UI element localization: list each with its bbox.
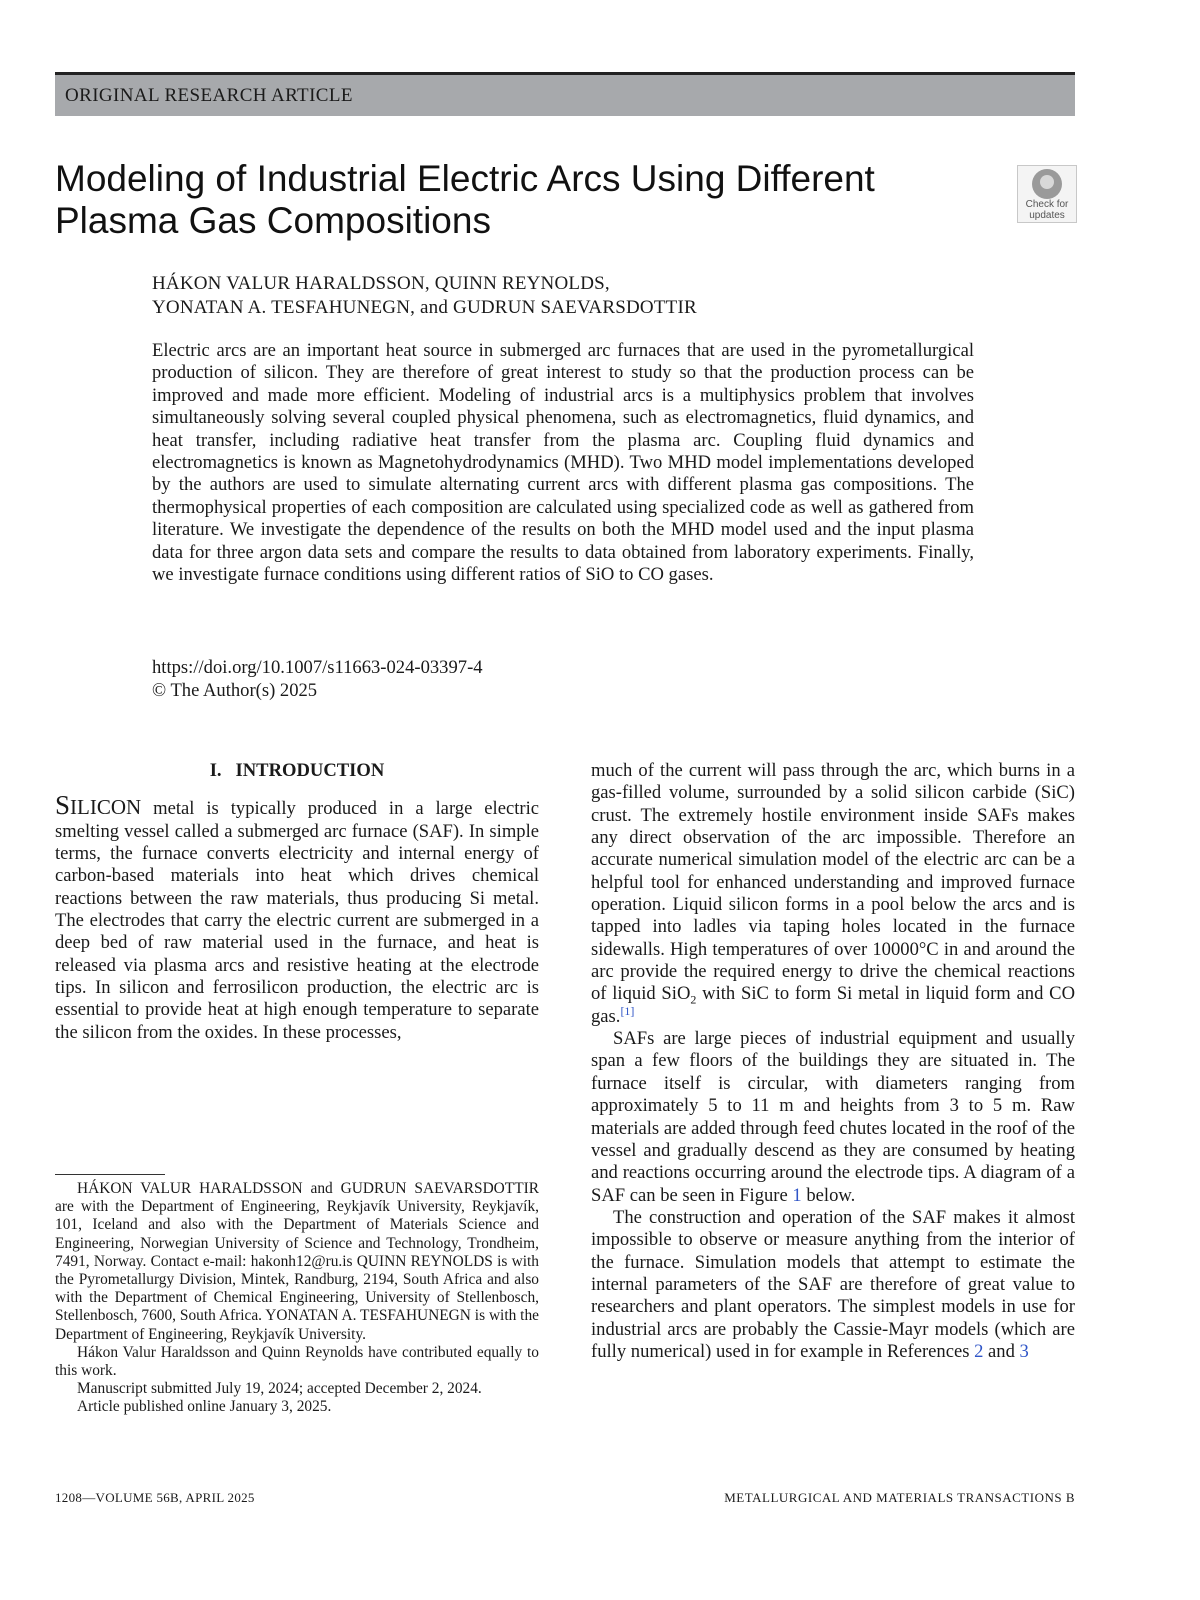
small-caps-word: ILICON	[70, 795, 142, 820]
citation-link-1[interactable]: [1]	[620, 1003, 635, 1018]
subscript: 2	[690, 993, 697, 1008]
paragraph-text: SAFs are large pieces of industrial equipment and usually span a few floors of the buildings they are situated in. The furnace itself is circular, with diameters ranging from approximately 5 to 11 m and heights from 3 to 5 m. Raw materials are added through feed chutes located in the roof of the vessel and gradually descend as they are consumed by heating and reactions occurring around the electrode tips. A diagram of a SAF can be seen in Figure	[591, 1028, 1075, 1206]
paragraph-text: The construction and operation of the SAF makes it almost impossible to observe or measure anything from the interior of the furnace. Simulation models that attempt to estimate the internal parameters of the SAF are therefore of great value to researchers and plant operators. The simplest models in use for industrial arcs are probably the Cassie-Mayr models (which are fully numerical) used in for example in References	[591, 1206, 1075, 1362]
left-column	[55, 760, 539, 1044]
page-footer-volume: 1208—VOLUME 56B, APRIL 2025	[55, 1490, 255, 1505]
footnote-contribution: Hákon Valur Haraldsson and Quinn Reynolds have contributed equally to this work.	[55, 1343, 539, 1380]
copyright-notice: © The Author(s) 2025	[152, 680, 318, 701]
intro-paragraph-1-text: metal is typically produced in a large electric smelting vessel called a submerged arc furnace (SAF). In simple terms, the furnace converts electricity and internal energy of carbon-based materials into heat which drives chemical reactions between the raw materials, thus producing Si metal. The electrodes that carry the electric current are submerged in a deep bed of raw material used in the furnace, and heat is released via plasma arcs and resistive heating at the electrode tips. In silicon and ferrosilicon production, the electric arc is essential to provide heat at high enough temperature to separate the silicon from the oxides. In these processes,	[55, 798, 539, 1043]
paragraph-text: below.	[801, 1184, 856, 1206]
citation-link-3[interactable]: 3	[1019, 1340, 1029, 1362]
footnotes	[55, 1180, 539, 1417]
check-for-updates-badge[interactable]	[1017, 165, 1077, 223]
drop-cap: S	[55, 790, 71, 821]
crossmark-icon	[1032, 169, 1062, 199]
footnote-manuscript: Manuscript submitted July 19, 2024; accepted December 2, 2024.	[77, 1380, 482, 1398]
article-title: Modeling of Industrial Electric Arcs Using Different Plasma Gas Compositions	[55, 158, 875, 241]
right-column	[591, 760, 1075, 1363]
intro-paragraph-1	[55, 790, 539, 1044]
article-type-banner	[55, 72, 1075, 116]
doi-link[interactable]: https://doi.org/10.1007/s11663-024-03397-4	[152, 657, 483, 678]
intro-paragraph-1-continued	[591, 760, 1075, 1028]
section-heading-introduction: I. INTRODUCTION	[209, 760, 385, 781]
paragraph-text: and	[983, 1340, 1020, 1362]
footnote-affiliations: HÁKON VALUR HARALDSSON and GUDRUN SAEVARSDOTTIR are with the Department of Engineering, Reykjavík University, Reykjavík, 101, Iceland and also with the Department of Materials Science and Engineering, Norwegian University of Science and Technology, Trondheim, 7491, Norway. Contact e-mail: hakonh12@ru.is QUINN REYNOLDS is with the Pyrometallurgy Division, Mintek, Randburg, 2194, South Africa and also with the Department of Chemical Engineering, University of Stellenbosch, Stellenbosch, 7600, South Africa. YONATAN A. TESFAHUNEGN is with the Department of Engineering, Reykjavík University.	[55, 1180, 539, 1343]
intro-paragraph-2	[591, 1028, 1075, 1207]
abstract: Electric arcs are an important heat source in submerged arc furnaces that are used in the pyrometallurgical production of silicon. They are therefore of great interest to study so that the production process can be improved and made more efficient. Modeling of industrial arcs is a multiphysics problem that involves simultaneously solving several coupled physical phenomena, such as electromagnetics, fluid dynamics, and heat transfer, including radiative heat transfer from the plasma arc. Coupling fluid dynamics and electromagnetics is known as Magnetohydrodynamics (MHD). Two MHD model implementations developed by the authors are used to simulate alternating current arcs with different plasma gas compositions. The thermophysical properties of each composition are calculated using specialized code as well as gathered from literature. We investigate the dependence of the results on both the MHD model used and the input plasma data for three argon data sets and compare the results to data obtained from laboratory experiments. Finally, we investigate furnace conditions using different ratios of SiO to CO gases.	[152, 340, 974, 586]
citation-link-2[interactable]: 2	[974, 1340, 984, 1362]
footnote-published: Article published online January 3, 2025.	[77, 1398, 332, 1416]
check-for-updates-label: Check for updates	[1025, 199, 1069, 221]
footnote-divider	[55, 1174, 165, 1175]
intro-paragraph-3	[591, 1207, 1075, 1363]
paragraph-text: with SiC to form Si metal in liquid form and CO gas.	[591, 983, 1075, 1027]
figure-link-1[interactable]: 1	[792, 1184, 802, 1206]
author-list: HÁKON VALUR HARALDSSON, QUINN REYNOLDS, YONATAN A. TESFAHUNEGN, and GUDRUN SAEVARSDOTTIR	[152, 273, 697, 318]
paragraph-text: much of the current will pass through the arc, which burns in a gas-filled volume, surrounded by a solid silicon carbide (SiC) crust. The extremely hostile environment inside SAFs makes any direct observation of the arc impossible. Therefore an accurate numerical simulation model of the electric arc can be a helpful tool for enhanced understanding and improved furnace operation. Liquid silicon forms in a pool below the arcs and is tapped into ladles via taping holes located in the furnace sidewalls. High temperatures of over 10000°C in and around the arc provide the required energy to drive the chemical reactions of liquid SiO	[591, 760, 1075, 1005]
page-footer-journal: METALLURGICAL AND MATERIALS TRANSACTIONS B	[724, 1490, 1075, 1505]
article-type-label: ORIGINAL RESEARCH ARTICLE	[65, 85, 353, 106]
